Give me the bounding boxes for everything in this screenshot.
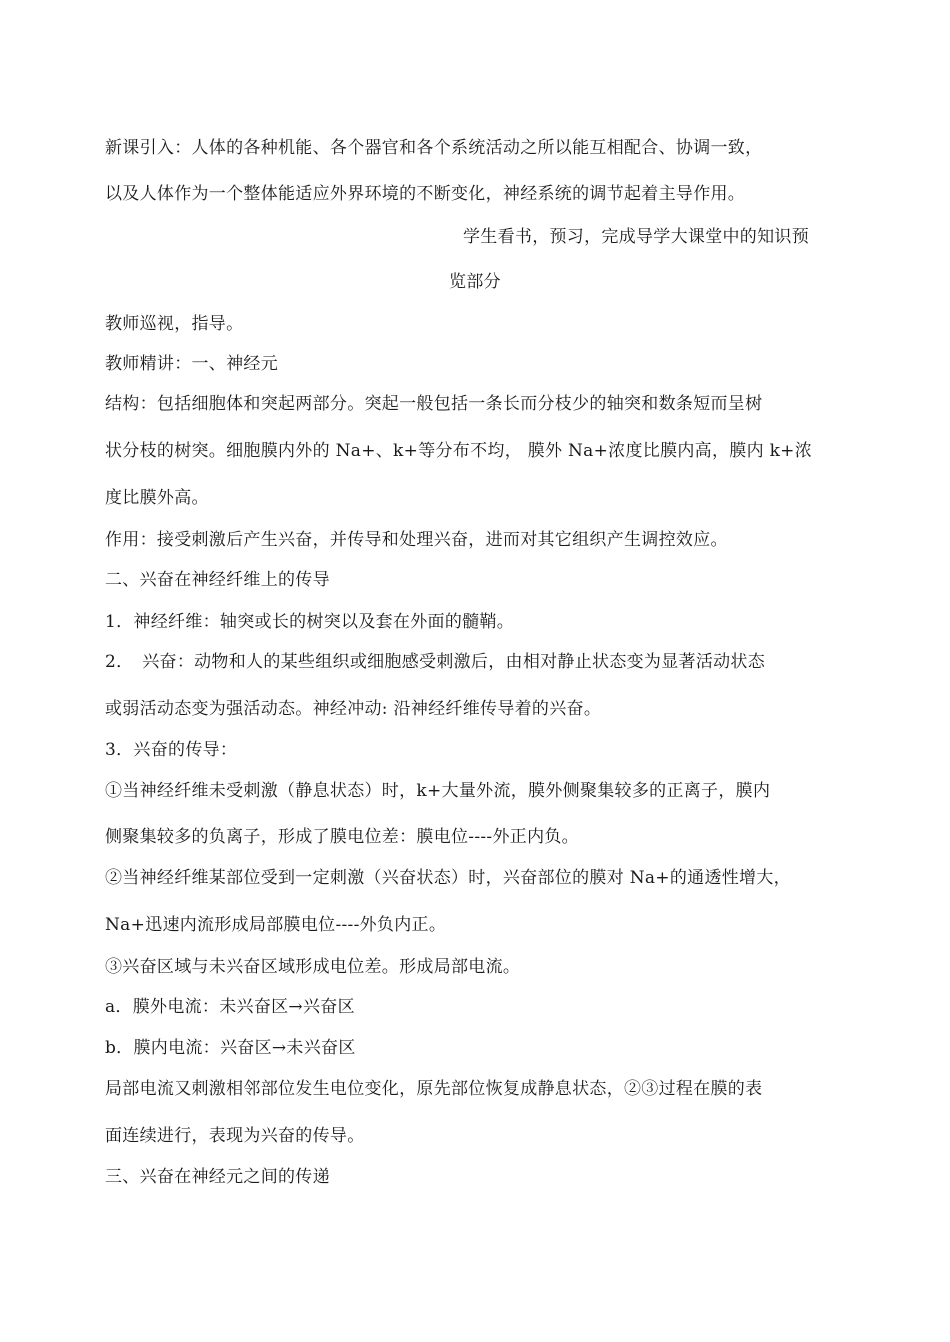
structure-line-3: 度比膜外高。 <box>105 488 209 508</box>
item-2-excitation-line-1: 2． 兴奋：动物和人的某些组织或细胞感受刺激后，由相对静止状态变为显著活动状态 <box>105 652 766 672</box>
point-2-line-1: ②当神经纤维某部位受到一定刺激（兴奋状态）时，兴奋部位的膜对 Na+的通透性增大， <box>105 868 791 888</box>
local-current-line-2: 面连续进行，表现为兴奋的传导。 <box>105 1126 365 1146</box>
item-3-heading: 3．兴奋的传导： <box>105 740 238 760</box>
student-task-line-1: 学生看书，预习，完成导学大课堂中的知识预 <box>463 227 809 247</box>
item-2-excitation-line-2: 或弱活动态变为强活动态。神经冲动: 沿神经纤维传导着的兴奋。 <box>105 699 602 719</box>
point-1-line-2: 侧聚集较多的负离子，形成了膜电位差：膜电位----外正内负。 <box>105 827 579 847</box>
section-heading-neuron: 教师精讲：一、神经元 <box>105 354 278 374</box>
intro-line-1: 新课引入：人体的各种机能、各个器官和各个系统活动之所以能互相配合、协调一致， <box>105 138 763 158</box>
section-heading-conduction: 二、兴奋在神经纤维上的传导 <box>105 570 330 590</box>
intro-line-2: 以及人体作为一个整体能适应外界环境的不断变化，神经系统的调节起着主导作用。 <box>105 184 746 204</box>
point-3-line: ③兴奋区域与未兴奋区域形成电位差。形成局部电流。 <box>105 957 521 977</box>
section-heading-transmission: 三、兴奋在神经元之间的传递 <box>105 1167 330 1187</box>
structure-line-2: 状分枝的树突。细胞膜内外的 Na+、k+等分布不均， 膜外 Na+浓度比膜内高，膜内 k+浓 <box>105 441 813 461</box>
local-current-line-1: 局部电流又刺激相邻部位发生电位变化，原先部位恢复成静息状态，②③过程在膜的表 <box>105 1079 763 1099</box>
current-inside-line: b．膜内电流：兴奋区→未兴奋区 <box>105 1038 356 1058</box>
teacher-patrol-line: 教师巡视，指导。 <box>105 314 244 334</box>
point-1-line-1: ①当神经纤维未受刺激（静息状态）时，k+大量外流，膜外侧聚集较多的正离子，膜内 <box>105 781 771 801</box>
function-line: 作用：接受刺激后产生兴奋，并传导和处理兴奋，进而对其它组织产生调控效应。 <box>105 530 728 550</box>
structure-line-1: 结构：包括细胞体和突起两部分。突起一般包括一条长而分枝少的轴突和数条短而呈树 <box>105 394 763 414</box>
item-1-nerve-fiber: 1．神经纤维：轴突或长的树突以及套在外面的髓鞘。 <box>105 612 515 632</box>
current-outside-line: a．膜外电流：未兴奋区→兴奋区 <box>105 997 355 1017</box>
student-task-line-2: 览部分 <box>449 272 501 292</box>
point-2-line-2: Na+迅速内流形成局部膜电位----外负内正。 <box>105 915 447 935</box>
